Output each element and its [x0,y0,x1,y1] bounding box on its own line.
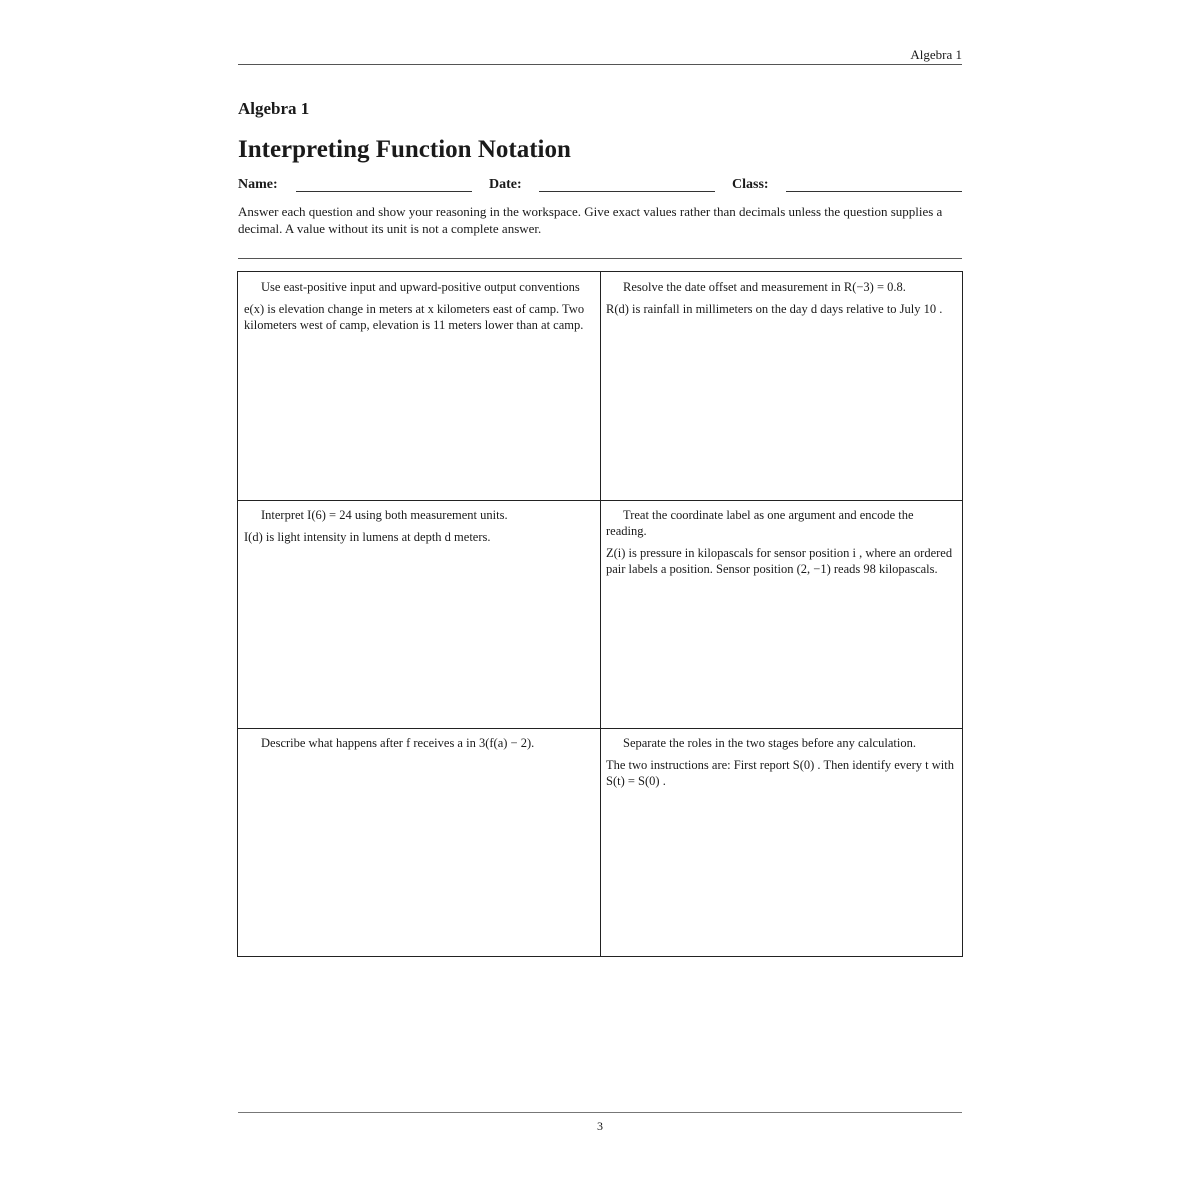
question-task: Describe what happens after f receives a in 3(f(a) − 2). [261,736,535,750]
question-task: Interpret I(6) = 24 using both measurement units. [261,508,508,522]
grid-divider-horizontal [238,728,962,729]
instructions-rule [238,258,962,259]
date-label: Date: [489,177,522,192]
question-task: Treat the coordinate label as one argument and encode the reading. [606,508,914,538]
name-label: Name: [238,177,278,192]
question-body: I(d) is light intensity in lumens at depth d meters. [244,530,491,544]
question-grid [237,271,963,957]
grid-divider-vertical [600,272,601,956]
grid-divider-horizontal [238,500,962,501]
header-rule [238,64,962,65]
running-head: Algebra 1 [910,47,962,62]
question-cell-1[interactable] [238,272,600,500]
footer-rule [238,1112,962,1113]
question-task: Use east-positive input and upward-positive output conventions [261,280,580,294]
question-cell-3[interactable] [238,500,600,728]
question-body: Z(i) is pressure in kilopascals for sensor position i , where an ordered pair labels a position. Sensor position (2, −1) reads 98 kilopascals. [606,546,953,576]
question-body: R(d) is rainfall in millimeters on the day d days relative to July 10 . [606,302,943,316]
question-cell-4[interactable] [600,500,962,728]
question-cell-5[interactable] [238,728,600,956]
question-body: The two instructions are: First report S(0) . Then identify every t with S(t) = S(0) . [606,758,954,788]
date-field[interactable] [539,191,715,192]
question-body: e(x) is elevation change in meters at x kilometers east of camp. Two kilometers west of camp, elevation is 11 meters lower than at camp. [244,302,585,332]
student-info-fields [238,177,962,193]
worksheet-title: Interpreting Function Notation [238,136,571,163]
course-heading: Algebra 1 [238,99,310,118]
question-cell-6[interactable] [600,728,962,956]
class-label: Class: [732,177,769,192]
class-field[interactable] [786,191,962,192]
instructions: Answer each question and show your reasoning in the workspace. Give exact values rather than decimals unless the question supplies a decimal. A value without its unit is not a complete answer. [238,204,943,236]
question-task: Separate the roles in the two stages before any calculation. [623,736,916,750]
question-task: Resolve the date offset and measurement in R(−3) = 0.8. [623,280,906,294]
question-cell-2[interactable] [600,272,962,500]
name-field[interactable] [296,191,472,192]
page-number: 3 [597,1119,603,1133]
